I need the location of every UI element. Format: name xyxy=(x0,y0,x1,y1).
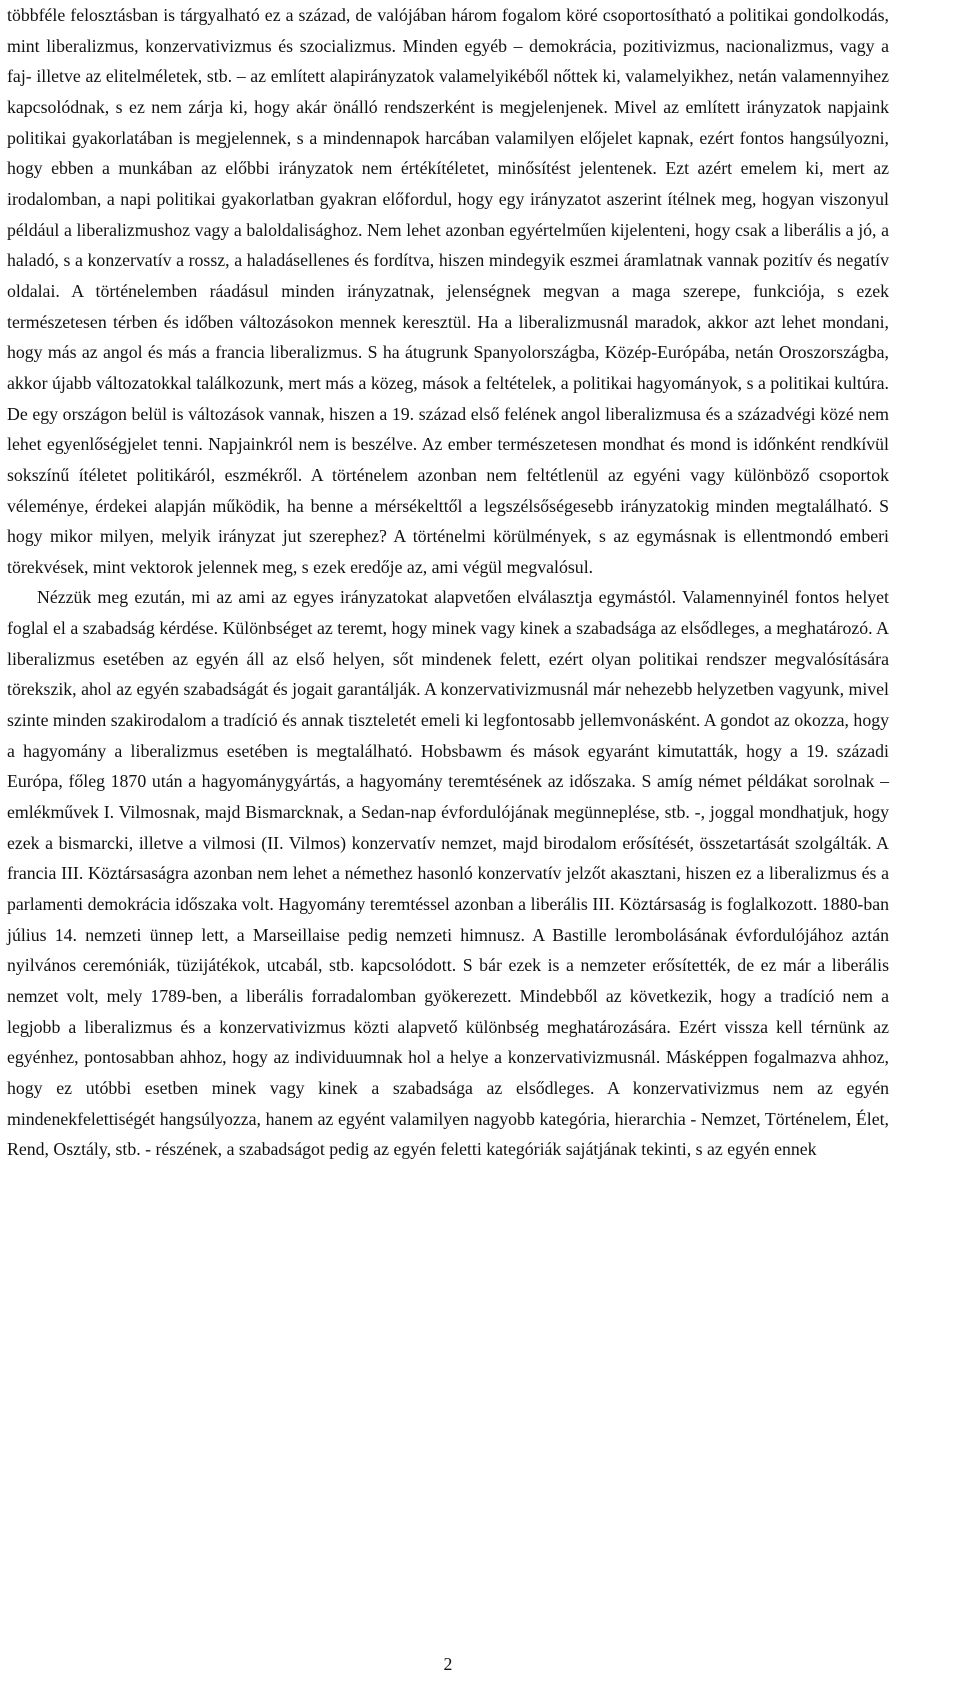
body-paragraph-1: többféle felosztásban is tárgyalható ez a század, de valójában három fogalom köré csoportosítható a politikai gondolkodás, mint liberalizmus, konzervativizmus és szocializmus. Minden egyéb – demokrácia, pozitivizmus, nacionalizmus, vagy a faj- illetve az elitelméletek, stb. – az említett alapirányzatok valamelyikéből nőttek ki, valamelyikhez, netán valamennyihez kapcsolódnak, s ez nem zárja ki, hogy akár önálló rendszerként is megjelenjenek. Mivel az említett irányzatok napjaink politikai gyakorlatában is megjelennek, s a mindennapok harcában valamilyen előjelet kapnak, ezért fontos hangsúlyozni, hogy ebben a munkában az előbbi irányzatok nem értékítéletet, minősítést jelentenek. Ezt azért emelem ki, mert az irodalomban, a napi politikai gyakorlatban gyakran előfordul, hogy egy irányzatot aszerint ítélnek meg, hogyan viszonyul például a liberalizmushoz vagy a baloldalisághoz. Nem lehet azonban egyértelműen kijelenteni, hogy csak a liberális a jó, a haladó, s a konzervatív a rossz, a haladásellenes és fordítva, hiszen mindegyik eszmei áramlatnak vannak pozitív és negatív oldalai. A történelemben ráadásul minden irányzatnak, jelenségnek megvan a maga szerepe, funkciója, s ezek természetesen térben és időben változásokon mennek keresztül. Ha a liberalizmusnál maradok, akkor azt lehet mondani, hogy más az angol és más a francia liberalizmus. S ha átugrunk Spanyolországba, Közép-Európába, netán Oroszországba, akkor újabb változatokkal találkozunk, mert más a közeg, mások a feltételek, a politikai hagyományok, s a politikai kultúra. De egy országon belül is változások vannak, hiszen a 19. század első felének angol liberalizmusa és a századvégi közé nem lehet egyenlőségjelet tenni. Napjainkról nem is beszélve. Az ember természetesen mondhat és mond is időnként rendkívül sokszínű ítéletet politikáról, eszmékről. A történelem azonban nem feltétlenül az egyéni vagy különböző csoportok véleménye, érdekei alapján működik, ha benne a mérsékelttől a legszélsőségesebb irányzatokig minden megtalálható. S hogy mikor milyen, melyik irányzat jut szerephez? A történelmi körülmények, s az egymásnak is ellentmondó emberi törekvések, mint vektorok jelennek meg, s ezek eredője az, ami végül megvalósul. xyxy=(7,5,889,577)
body-paragraph-2: Nézzük meg ezután, mi az ami az egyes irányzatokat alapvetően elválasztja egymástól. Valamennyinél fontos helyet foglal el a szabadság kérdése. Különbséget az teremt, hogy minek vagy kinek a szabadsága az elsődleges, a meghatározó. A liberalizmus esetében az egyén áll az első helyen, sőt mindenek felett, ezért olyan politikai rendszer megvalósítására törekszik, ahol az egyén szabadságát és jogait garantálják. A konzervativizmusnál már nehezebb helyzetben vagyunk, mivel szinte minden szakirodalom a tradíció és annak tiszteletét emeli ki legfontosabb jellemvonásként. A gondot az okozza, hogy a hagyomány a liberalizmus esetében is megtalálható. Hobsbawm és mások egyaránt kimutatták, hogy a 19. századi Európa, főleg 1870 után a hagyománygyártás, a hagyomány teremtésének az időszaka. S amíg német példákat sorolnak – emlékművek I. Vilmosnak, majd Bismarcknak, a Sedan-nap évfordulójának megünneplése, stb. -, joggal mondhatjuk, hogy ezek a bismarcki, illetve a vilmosi (II. Vilmos) konzervatív nemzet, majd birodalom erősítését, összetartását szolgálták. A francia III. Köztársaságra azonban nem lehet a némethez hasonló konzervatív jelzőt akasztani, hiszen ez a liberalizmus és a parlamenti demokrácia időszaka volt. Hagyomány teremtéssel azonban a liberális III. Köztársaság is foglalkozott. 1880-ban július 14. nemzeti ünnep lett, a Marseillaise pedig nemzeti himnusz. A Bastille lerombolásának évfordulójához aztán nyilvános ceremóniák, tüzijátékok, utcabál, stb. kapcsolódott. S bár ezek is a nemzeter erősítették, de ez már a liberális nemzet volt, mely 1789-ben, a liberális forradalomban gyökerezett. Mindebből az következik, hogy a tradíció nem a legjobb a liberalizmus és a konzervativizmus közti alapvető különbség meghatározására. Ezért vissza kell térnünk az egyénhez, pontosabban ahhoz, hogy az individuumnak hol a helye a konzervativizmusnál. Másképpen fogalmazva ahhoz, hogy ez utóbbi esetben minek vagy kinek a szabadsága az elsődleges. A konzervativizmus nem az egyén mindenekfelettiségét hangsúlyozza, hanem az egyént valamilyen nagyobb kategória, hierarchia - Nemzet, Történelem, Élet, Rend, Osztály, stb. - részének, a szabadságot pedig az egyén feletti kategóriák sajátjának tekinti, s az egyén ennek xyxy=(7,587,889,1160)
page-number: 2 xyxy=(443,1654,453,1674)
document-page xyxy=(7,0,889,1165)
